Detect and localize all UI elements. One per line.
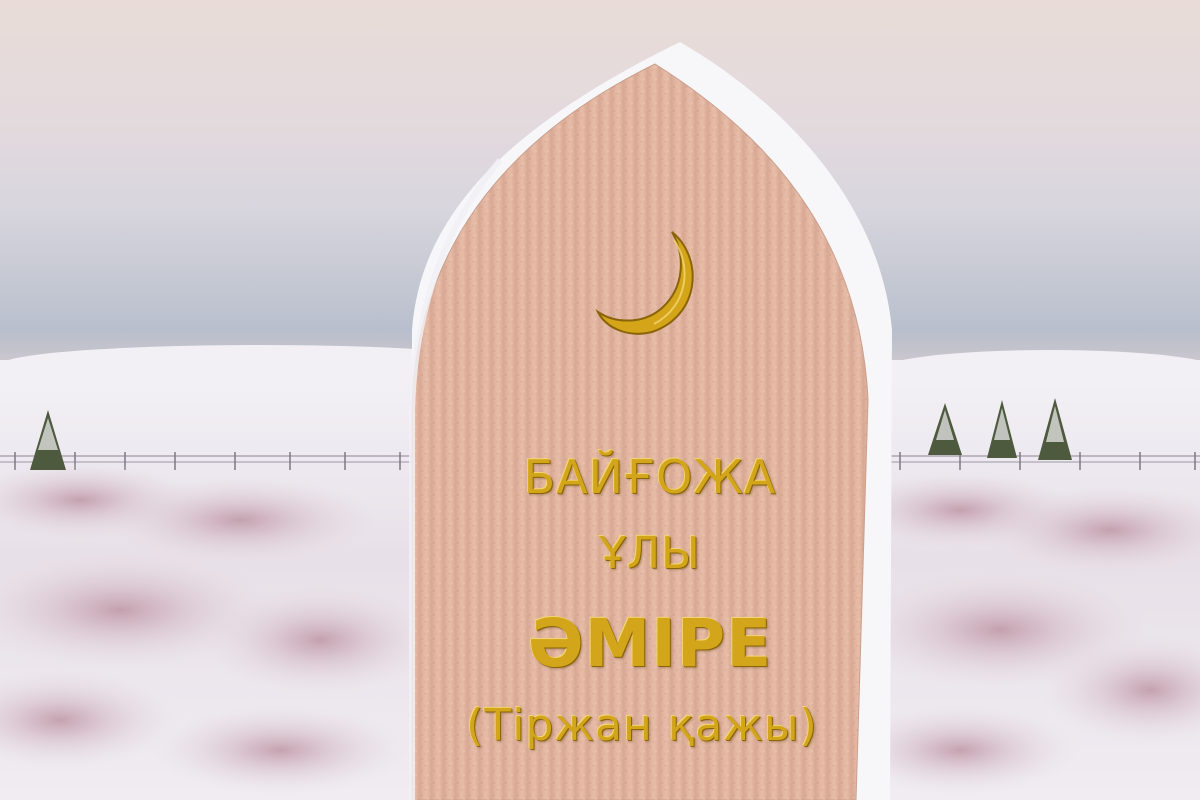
inscription-line-2: ҰЛЫ bbox=[599, 528, 701, 579]
inscription-line-4: (Тіржан қажы) bbox=[466, 700, 818, 751]
crescent-moon-icon bbox=[592, 228, 702, 340]
inscription-line-1: БАЙҒОЖА bbox=[523, 450, 777, 504]
inscription-line-3: ӘМІРЕ bbox=[527, 605, 773, 682]
